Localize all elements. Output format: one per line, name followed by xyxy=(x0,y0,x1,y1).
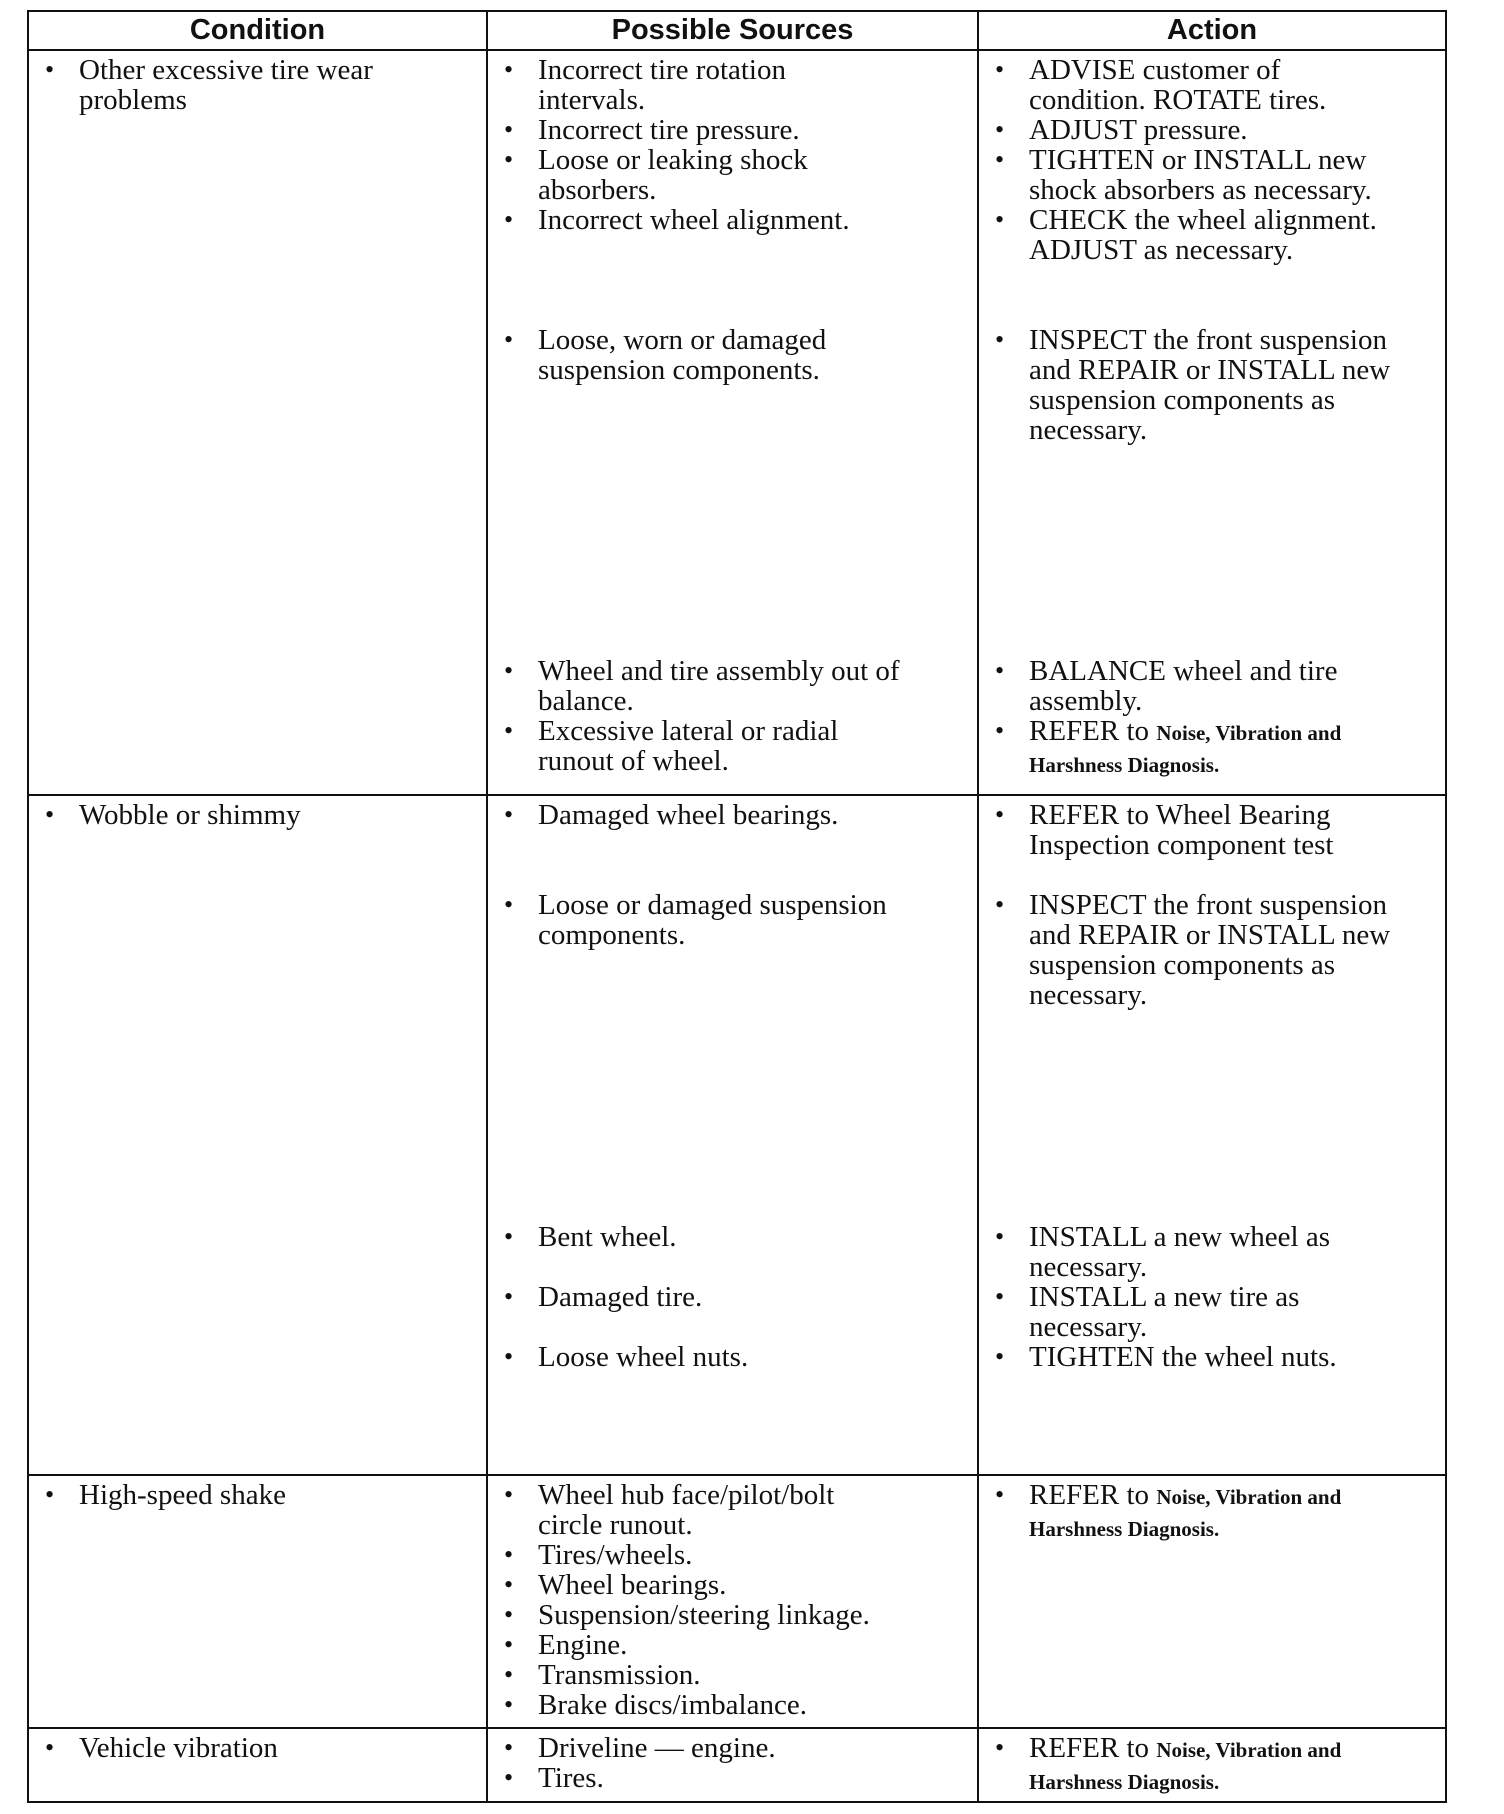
refer-prefix: REFER to xyxy=(1029,1479,1150,1511)
bullet-icon: • xyxy=(995,1222,1005,1251)
condition-item xyxy=(37,1480,478,1510)
source-item xyxy=(496,325,969,385)
source-item xyxy=(496,55,969,115)
condition-item xyxy=(37,55,478,115)
source-item xyxy=(496,1480,969,1540)
action-text xyxy=(1029,1480,1437,1544)
sources-cell xyxy=(487,795,978,1475)
action-item xyxy=(987,800,1437,860)
table-row xyxy=(28,50,1446,795)
bullet-icon: • xyxy=(504,1733,514,1762)
bullet-icon: • xyxy=(504,656,514,685)
bullet-icon: • xyxy=(45,800,55,829)
action-cell xyxy=(978,1728,1446,1802)
action-item xyxy=(987,1733,1437,1797)
bullet-icon: • xyxy=(45,55,55,84)
action-item xyxy=(987,1282,1437,1342)
bullet-icon: • xyxy=(504,1630,514,1659)
bullet-icon: • xyxy=(995,1480,1005,1509)
action-item xyxy=(987,1222,1437,1282)
bullet-icon: • xyxy=(504,716,514,745)
action-text: INSPECT the front suspension and REPAIR or INSTALL new suspension components as necessary. xyxy=(1029,889,1391,1011)
source-item xyxy=(496,1570,969,1600)
header-action: Action xyxy=(978,11,1446,50)
refer-prefix: REFER to xyxy=(1029,715,1150,747)
action-text: INSPECT the front suspension and REPAIR or INSTALL new suspension components as necessary. xyxy=(1029,324,1391,446)
action-text: TIGHTEN the wheel nuts. xyxy=(1029,1341,1337,1373)
action-cell xyxy=(978,795,1446,1475)
bullet-icon: • xyxy=(995,325,1005,354)
source-text: Wheel hub face/pilot/bolt circle runout. xyxy=(538,1479,835,1541)
source-item xyxy=(496,1600,969,1630)
source-text: Engine. xyxy=(538,1629,628,1661)
header-possible-sources: Possible Sources xyxy=(487,11,978,50)
source-text: Driveline — engine. xyxy=(538,1732,776,1764)
condition-item xyxy=(37,1733,478,1763)
action-item xyxy=(987,716,1437,780)
action-cell xyxy=(978,50,1446,795)
action-item xyxy=(987,205,1437,265)
condition-cell xyxy=(28,1475,487,1728)
action-text: TIGHTEN or INSTALL new shock absorbers as necessary. xyxy=(1029,144,1372,206)
bullet-icon: • xyxy=(504,1540,514,1569)
source-item xyxy=(496,1540,969,1570)
source-text: Incorrect tire pressure. xyxy=(538,114,800,146)
bullet-icon: • xyxy=(504,55,514,84)
bullet-icon: • xyxy=(504,1690,514,1719)
action-text: INSTALL a new wheel as necessary. xyxy=(1029,1221,1331,1283)
bullet-icon: • xyxy=(504,1660,514,1689)
source-item xyxy=(496,800,969,830)
action-text xyxy=(1029,1733,1437,1797)
refer-link: Noise, Vibration and Harshness Diagnosis. xyxy=(1029,1738,1342,1794)
bullet-icon: • xyxy=(504,800,514,829)
bullet-icon: • xyxy=(504,1480,514,1509)
source-item xyxy=(496,1763,969,1793)
sources-cell xyxy=(487,1728,978,1802)
sources-cell xyxy=(487,50,978,795)
condition-cell xyxy=(28,795,487,1475)
condition-cell xyxy=(28,1728,487,1802)
source-text: Loose or leaking shock absorbers. xyxy=(538,144,808,206)
bullet-icon: • xyxy=(995,800,1005,829)
refer-link: Noise, Vibration and Harshness Diagnosis. xyxy=(1029,1485,1342,1541)
bullet-icon: • xyxy=(504,1282,514,1311)
action-text xyxy=(1029,716,1437,780)
action-text: BALANCE wheel and tire assembly. xyxy=(1029,655,1338,717)
condition-text: Wobble or shimmy xyxy=(79,799,301,831)
condition-text: Other excessive tire wear problems xyxy=(79,54,373,116)
diagnosis-table xyxy=(27,10,1447,1803)
header-row xyxy=(28,11,1446,50)
action-text: CHECK the wheel alignment. ADJUST as necessary. xyxy=(1029,204,1377,266)
bullet-icon: • xyxy=(995,716,1005,745)
source-text: Wheel and tire assembly out of balance. xyxy=(538,655,900,717)
source-item xyxy=(496,1690,969,1720)
bullet-icon: • xyxy=(995,1342,1005,1371)
action-item xyxy=(987,890,1437,1010)
bullet-icon: • xyxy=(995,1282,1005,1311)
source-text: Loose wheel nuts. xyxy=(538,1341,749,1373)
source-item xyxy=(496,656,969,716)
source-text: Damaged tire. xyxy=(538,1281,703,1313)
condition-text: Vehicle vibration xyxy=(79,1732,278,1764)
source-text: Transmission. xyxy=(538,1659,701,1691)
source-text: Tires. xyxy=(538,1762,604,1794)
bullet-icon: • xyxy=(504,145,514,174)
action-item xyxy=(987,145,1437,205)
source-text: Incorrect tire rotation intervals. xyxy=(538,54,786,116)
table-row xyxy=(28,1728,1446,1802)
source-text: Tires/wheels. xyxy=(538,1539,693,1571)
source-item xyxy=(496,1660,969,1690)
bullet-icon: • xyxy=(995,145,1005,174)
source-text: Brake discs/imbalance. xyxy=(538,1689,807,1721)
action-item xyxy=(987,1342,1437,1372)
action-text: ADJUST pressure. xyxy=(1029,114,1248,146)
action-item xyxy=(987,115,1437,145)
action-text: REFER to Wheel Bearing Inspection component test xyxy=(1029,799,1334,861)
bullet-icon: • xyxy=(995,205,1005,234)
bullet-icon: • xyxy=(995,1733,1005,1762)
source-text: Excessive lateral or radial runout of wheel. xyxy=(538,715,839,777)
source-text: Loose, worn or damaged suspension components. xyxy=(538,324,827,386)
source-item xyxy=(496,890,969,950)
bullet-icon: • xyxy=(504,1222,514,1251)
source-item xyxy=(496,716,969,776)
bullet-icon: • xyxy=(45,1480,55,1509)
source-item xyxy=(496,205,969,235)
bullet-icon: • xyxy=(504,325,514,354)
table-row xyxy=(28,795,1446,1475)
source-text: Wheel bearings. xyxy=(538,1569,727,1601)
bullet-icon: • xyxy=(504,1600,514,1629)
action-cell xyxy=(978,1475,1446,1728)
bullet-icon: • xyxy=(995,890,1005,919)
source-item xyxy=(496,145,969,205)
bullet-icon: • xyxy=(504,1763,514,1792)
source-text: Bent wheel. xyxy=(538,1221,677,1253)
source-item xyxy=(496,1342,969,1372)
condition-cell xyxy=(28,50,487,795)
bullet-icon: • xyxy=(45,1733,55,1762)
source-text: Damaged wheel bearings. xyxy=(538,799,839,831)
source-text: Suspension/steering linkage. xyxy=(538,1599,870,1631)
action-text: ADVISE customer of condition. ROTATE tires. xyxy=(1029,54,1327,116)
bullet-icon: • xyxy=(504,205,514,234)
refer-link: Noise, Vibration and Harshness Diagnosis. xyxy=(1029,721,1342,777)
source-item xyxy=(496,1222,969,1252)
bullet-icon: • xyxy=(504,1342,514,1371)
bullet-icon: • xyxy=(504,1570,514,1599)
source-text: Loose or damaged suspension components. xyxy=(538,889,887,951)
sources-cell xyxy=(487,1475,978,1728)
action-text: INSTALL a new tire as necessary. xyxy=(1029,1281,1300,1343)
refer-prefix: REFER to xyxy=(1029,1732,1150,1764)
bullet-icon: • xyxy=(995,115,1005,144)
table-row xyxy=(28,1475,1446,1728)
source-text: Incorrect wheel alignment. xyxy=(538,204,850,236)
condition-item xyxy=(37,800,478,830)
bullet-icon: • xyxy=(504,115,514,144)
condition-text: High-speed shake xyxy=(79,1479,286,1511)
action-item xyxy=(987,1480,1437,1544)
source-item xyxy=(496,1733,969,1763)
source-item xyxy=(496,1630,969,1660)
source-item xyxy=(496,115,969,145)
bullet-icon: • xyxy=(995,656,1005,685)
header-condition: Condition xyxy=(28,11,487,50)
bullet-icon: • xyxy=(504,890,514,919)
action-item xyxy=(987,656,1437,716)
action-item xyxy=(987,55,1437,115)
action-item xyxy=(987,325,1437,445)
bullet-icon: • xyxy=(995,55,1005,84)
source-item xyxy=(496,1282,969,1312)
